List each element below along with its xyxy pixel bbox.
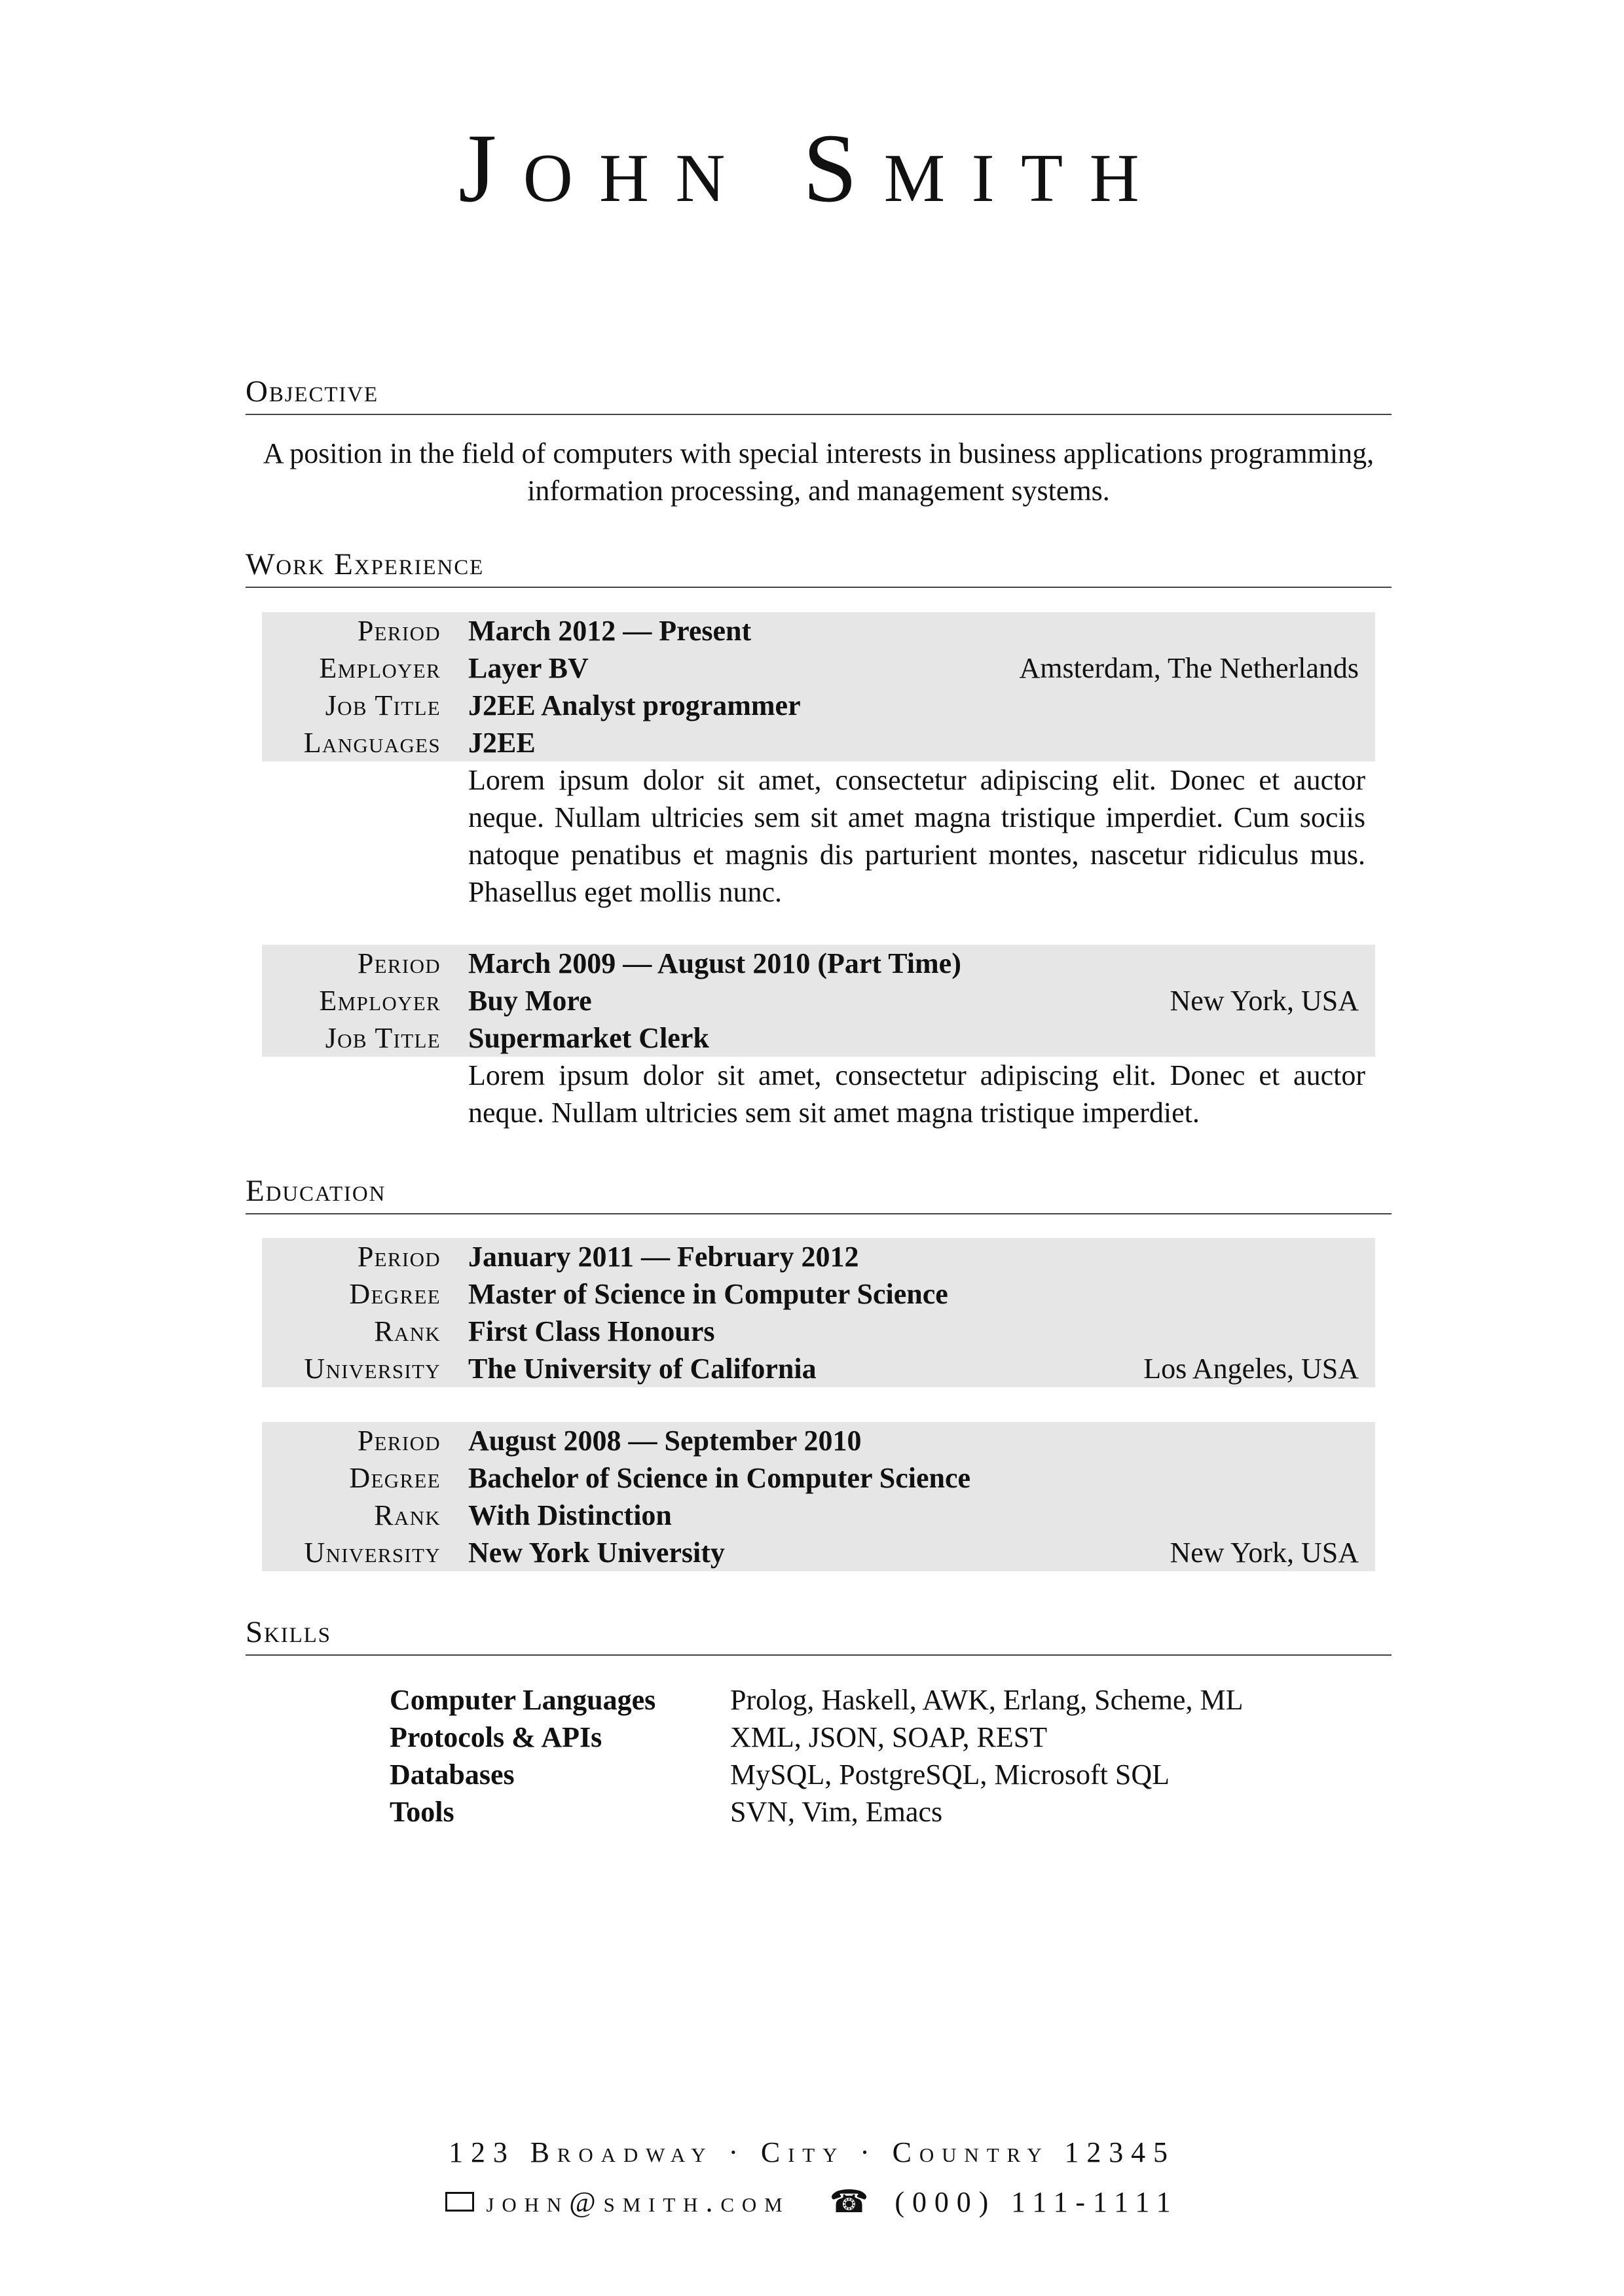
degree-label: Degree	[349, 1278, 441, 1310]
degree-label: Degree	[349, 1462, 441, 1494]
degree-value: Bachelor of Science in Computer Science	[468, 1462, 971, 1494]
entry-row	[262, 1350, 1375, 1387]
rank-label: Rank	[374, 1499, 441, 1531]
skills-list	[390, 1681, 1243, 1831]
skill-row	[390, 1719, 1243, 1756]
entry-row	[262, 1019, 1375, 1057]
period-value: March 2012 — Present	[468, 615, 752, 647]
period-value: August 2008 — September 2010	[468, 1425, 862, 1457]
university-value: The University of California	[468, 1353, 817, 1385]
section-heading-work-experience: Work Experience	[246, 549, 1392, 588]
email-link[interactable]: john@smith.com	[486, 2185, 790, 2218]
skill-row	[390, 1681, 1243, 1719]
location-value: New York, USA	[1170, 1537, 1359, 1569]
period-label: Period	[357, 947, 441, 979]
entry-row	[262, 982, 1375, 1019]
telephone-icon: ☎	[829, 2185, 869, 2219]
job-title-value: Supermarket Clerk	[468, 1022, 709, 1054]
location-value: New York, USA	[1170, 985, 1359, 1017]
university-label: University	[304, 1537, 441, 1569]
languages-label: Languages	[303, 727, 441, 759]
section-heading-skills: Skills	[246, 1617, 1392, 1656]
work-entry	[262, 945, 1375, 1131]
job-title-label: Job Title	[325, 689, 441, 721]
employer-value: Layer BV	[468, 652, 589, 684]
entry-row	[262, 1459, 1375, 1497]
education-entry	[262, 1422, 1375, 1571]
entry-row	[262, 1238, 1375, 1275]
university-value: New York University	[468, 1537, 725, 1569]
section-heading-education: Education	[246, 1176, 1392, 1214]
rank-value: First Class Honours	[468, 1315, 715, 1347]
employer-label: Employer	[319, 652, 441, 684]
entry-row	[262, 724, 1375, 761]
phone-number: (000) 111-1111	[895, 2185, 1179, 2218]
entry-row	[262, 1422, 1375, 1459]
period-label: Period	[357, 1241, 441, 1273]
objective-text: A position in the field of computers with special interests in business applications programming, information processing, and management systems.	[263, 437, 1375, 507]
skill-value: MySQL, PostgreSQL, Microsoft SQL	[730, 1758, 1170, 1791]
education-entry	[262, 1238, 1375, 1387]
rank-label: Rank	[374, 1315, 441, 1347]
rank-value: With Distinction	[468, 1499, 672, 1531]
skill-name: Tools	[390, 1796, 454, 1828]
section-heading-objective: Objective	[246, 376, 1392, 415]
envelope-icon	[445, 2192, 474, 2212]
resume-name: John Smith	[458, 114, 1166, 223]
job-description: Lorem ipsum dolor sit amet, consectetur adipiscing elit. Donec et auctor neque. Nullam ultricies sem sit amet magna tristique imperdiet.	[468, 1059, 1365, 1129]
employer-value: Buy More	[468, 985, 592, 1017]
entry-row	[262, 1275, 1375, 1313]
languages-value: J2EE	[468, 727, 536, 759]
skill-name: Computer Languages	[390, 1684, 656, 1716]
footer-address: 123 Broadway · City · Country 12345	[449, 2136, 1175, 2168]
skill-name: Protocols & APIs	[390, 1721, 602, 1753]
period-label: Period	[357, 615, 441, 647]
degree-value: Master of Science in Computer Science	[468, 1278, 948, 1310]
entry-row	[262, 1497, 1375, 1534]
location-value: Amsterdam, The Netherlands	[1019, 652, 1359, 684]
skill-row	[390, 1756, 1243, 1793]
job-title-label: Job Title	[325, 1022, 441, 1054]
skill-value: Prolog, Haskell, AWK, Erlang, Scheme, ML	[730, 1684, 1244, 1716]
entry-row	[262, 612, 1375, 649]
skill-name: Databases	[390, 1758, 515, 1791]
entry-row	[262, 1313, 1375, 1350]
job-description: Lorem ipsum dolor sit amet, consectetur adipiscing elit. Donec et auctor neque. Nullam ultricies sem sit amet magna tristique imperdiet. Cum sociis natoque penatibus et magnis dis parturient montes, nascetur ridiculus mus. Phasellus eget mollis nunc.	[468, 764, 1365, 908]
entry-row	[262, 1534, 1375, 1571]
skill-row	[390, 1793, 1243, 1831]
period-label: Period	[357, 1425, 441, 1457]
entry-row	[262, 649, 1375, 687]
skill-value: XML, JSON, SOAP, REST	[730, 1721, 1048, 1753]
period-value: March 2009 — August 2010 (Part Time)	[468, 947, 961, 979]
entry-row	[262, 687, 1375, 724]
period-value: January 2011 — February 2012	[468, 1241, 859, 1273]
job-title-value: J2EE Analyst programmer	[468, 689, 801, 721]
skill-value: SVN, Vim, Emacs	[730, 1796, 943, 1828]
footer-contact	[0, 2183, 1624, 2220]
university-label: University	[304, 1353, 441, 1385]
location-value: Los Angeles, USA	[1143, 1353, 1359, 1385]
entry-row	[262, 945, 1375, 982]
work-entry	[262, 612, 1375, 911]
employer-label: Employer	[319, 985, 441, 1017]
